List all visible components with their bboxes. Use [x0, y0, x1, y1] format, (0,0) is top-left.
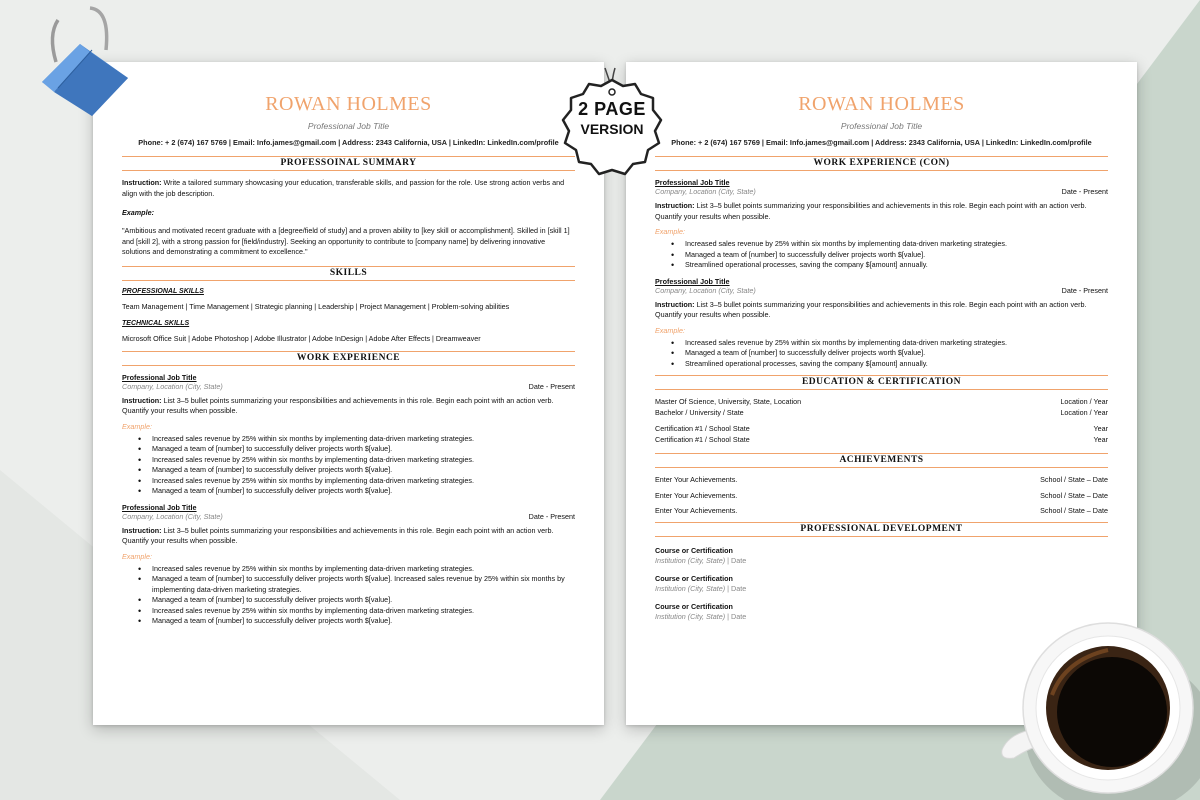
education-row: [655, 397, 1108, 408]
example-label: Example:: [122, 551, 152, 561]
resume-job-title: Professional Job Title: [840, 121, 923, 131]
achievement-row-right: School / State – Date: [1040, 475, 1108, 484]
job-meta-row: [122, 382, 575, 391]
achievement-row-left: Enter Your Achievements.: [655, 475, 738, 484]
bullet-item: • Managed a team of [number] to successfully deliver projects worth $[value].: [152, 444, 575, 455]
work-heading: WORK EXPERIENCE: [122, 351, 575, 366]
certification-row-right: Year: [1093, 434, 1108, 444]
technical-skills-label: TECHNICAL SKILLS: [122, 319, 190, 327]
contact-line: Phone: + 2 (674) 167 5769 | Email: Info.james@gmail.com | Address: 2343 California, USA | LinkedIn: LinkedIn.com/profile: [671, 138, 1092, 147]
coffee-cup-icon: [990, 610, 1200, 800]
company-location: Company, Location (City, State): [655, 285, 756, 295]
achievement-row: [655, 491, 1108, 502]
achievement-row: [655, 506, 1108, 517]
bullet-list: [685, 338, 1108, 370]
certification-list: [655, 424, 1108, 445]
bullet-item: • Managed a team of [number] to successfully deliver projects worth $[value].: [685, 348, 1108, 359]
work-con-heading: WORK EXPERIENCE (CON): [655, 156, 1108, 171]
education-row-left: Bachelor / University / State: [655, 407, 744, 417]
education-heading: EDUCATION & CERTIFICATION: [655, 375, 1108, 390]
education-row-left: Master Of Science, University, State, Location: [655, 397, 802, 406]
technical-skills: Microsoft Office Suit | Adobe Photoshop | Adobe Illustrator | Adobe InDesign | Adobe After Effects | Dreamweaver: [122, 333, 481, 343]
skills-heading: SKILLS: [122, 266, 575, 281]
certification-row: [655, 435, 1108, 446]
job-entry: [122, 503, 575, 627]
bullet-item: • Increased sales revenue by 25% within six months by implementing data-driven marketing strategies.: [152, 434, 575, 445]
job-date: Date - Present: [528, 511, 575, 521]
achievement-row-left: Enter Your Achievements.: [655, 490, 738, 500]
bullet-item: • Increased sales revenue by 25% within six months by implementing data-driven marketing strategies.: [685, 338, 1108, 349]
education-row: [655, 408, 1108, 419]
instruction-label: Instruction:: [122, 395, 162, 405]
job-instruction: [122, 396, 575, 417]
separator: |: [725, 583, 732, 593]
course-institution: [655, 584, 1108, 594]
job-entry: [655, 178, 1108, 271]
bullet-item: • Increased sales revenue by 25% within six months by implementing data-driven marketing strategies.: [152, 476, 575, 487]
instruction-label: Instruction:: [122, 525, 162, 535]
achievement-row-right: School / State – Date: [1040, 490, 1108, 500]
course-date: Date: [731, 611, 747, 621]
professional-skills: Team Management | Time Management | Strategic planning | Leadership | Project Management | Problem-solving abilities: [122, 301, 510, 311]
bullet-item: • Managed a team of [number] to successfully deliver projects worth $[value].: [152, 616, 575, 627]
resume-page-1: [93, 62, 604, 725]
instruction-label: Instruction:: [655, 201, 695, 210]
company-location: Company, Location (City, State): [122, 381, 223, 391]
job-date: Date - Present: [1061, 187, 1108, 196]
job-meta-row: [655, 286, 1108, 295]
job-title: Professional Job Title: [655, 178, 730, 187]
resume-name: ROWAN HOLMES: [265, 93, 432, 115]
course-date: Date: [731, 555, 747, 565]
summary-heading: PROFESSOINAL SUMMARY: [122, 156, 575, 171]
badge-line-1: 2 PAGE: [578, 99, 646, 119]
job-title: Professional Job Title: [122, 372, 197, 382]
development-heading: PROFESSIONAL DEVELOPMENT: [655, 522, 1108, 537]
education-row-right: Location / Year: [1060, 407, 1108, 417]
job-date: Date - Present: [528, 381, 575, 391]
separator: |: [725, 555, 732, 565]
bullet-item: • Streamlined operational processes, saving the company $[amount] annually.: [685, 359, 1108, 370]
example-label: Example:: [655, 325, 685, 335]
job-title: Professional Job Title: [122, 502, 197, 512]
achievement-row-left: Enter Your Achievements.: [655, 506, 738, 515]
company-location: Company, Location (City, State): [122, 511, 223, 521]
bullet-item: • Managed a team of [number] to successfully deliver projects worth $[value]. Increased sales revenue by 25% within six months by implementing data-driven marketing strategies.: [152, 574, 575, 595]
job-meta-row: [122, 512, 575, 521]
bullet-list: [152, 564, 575, 627]
bullet-item: • Increased sales revenue by 25% within six months by implementing data-driven marketing strategies.: [152, 564, 575, 575]
development-item: [655, 546, 1108, 566]
course-date: Date: [731, 583, 747, 593]
instruction-text: List 3–5 bullet points summarizing your responsibilities and achievements in this role. Begin each point with an action verb. Quantify your results when possible.: [122, 395, 554, 415]
work-list: [655, 178, 1108, 369]
summary-example-label: Example:: [122, 208, 154, 217]
job-entry: [655, 277, 1108, 370]
job-title: Professional Job Title: [655, 276, 730, 286]
bullet-item: • Managed a team of [number] to successfully deliver projects worth $[value].: [152, 486, 575, 497]
instruction-text: List 3–5 bullet points summarizing your responsibilities and achievements in this role. Begin each point with an action verb. Quantify your results when possible.: [655, 201, 1087, 221]
bullet-item: • Managed a team of [number] to successfully deliver projects worth $[value].: [152, 595, 575, 606]
job-date: Date - Present: [1061, 285, 1108, 295]
contact-line: Phone: + 2 (674) 167 5769 | Email: Info.james@gmail.com | Address: 2343 California, USA | LinkedIn: LinkedIn.com/profile: [138, 138, 559, 147]
institution-name: Institution (City, State): [655, 583, 726, 593]
summary-instruction: Instruction: Write a tailored summary showcasing your education, transferable skills, and passion for the role. Use strong action verbs and align with the job description.: [122, 178, 565, 198]
bullet-item: • Managed a team of [number] to successfully deliver projects worth $[value].: [152, 465, 575, 476]
company-location: Company, Location (City, State): [655, 187, 756, 196]
bullet-item: • Increased sales revenue by 25% within six months by implementing data-driven marketing strategies.: [152, 606, 575, 617]
course-title: Course or Certification: [655, 601, 733, 611]
separator: |: [725, 611, 732, 621]
achievement-row-right: School / State – Date: [1040, 506, 1108, 515]
development-item: [655, 574, 1108, 594]
achievements-list: [655, 475, 1108, 517]
instruction-label: Instruction:: [655, 299, 695, 309]
example-label: Example:: [655, 227, 685, 236]
bullet-item: • Managed a team of [number] to successfully deliver projects worth $[value].: [685, 250, 1108, 261]
bullet-list: [685, 239, 1108, 271]
job-instruction: [122, 526, 575, 547]
education-row-right: Location / Year: [1060, 397, 1108, 406]
certification-row-left: Certification #1 / School State: [655, 434, 750, 444]
institution-name: Institution (City, State): [655, 611, 726, 621]
bullet-list: [152, 434, 575, 497]
course-title: Course or Certification: [655, 573, 733, 583]
badge-line-2: VERSION: [580, 121, 644, 137]
bullet-item: • Increased sales revenue by 25% within six months by implementing data-driven marketing strategies.: [685, 239, 1108, 250]
resume-name: ROWAN HOLMES: [798, 93, 965, 115]
course-institution: [655, 556, 1108, 566]
resume-job-title: Professional Job Title: [307, 121, 390, 131]
certification-row-right: Year: [1093, 424, 1108, 433]
job-entry: [122, 373, 575, 497]
job-instruction: [655, 201, 1108, 222]
instruction-text: List 3–5 bullet points summarizing your responsibilities and achievements in this role. Begin each point with an action verb. Quantify your results when possible.: [655, 299, 1087, 319]
institution-name: Institution (City, State): [655, 555, 726, 565]
bullet-item: • Increased sales revenue by 25% within six months by implementing data-driven marketing strategies.: [152, 455, 575, 466]
professional-skills-label: PROFESSIONAL SKILLS: [122, 287, 204, 295]
certification-row: [655, 424, 1108, 435]
education-list: [655, 397, 1108, 418]
achievements-heading: ACHIEVEMENTS: [655, 453, 1108, 468]
summary-example: "Ambitious and motivated recent graduate with a [degree/field of study] and a proven ability to [key skill or accomplishment]. Skilled in [skill 1] and [skill 2], with a strong passion for [field/industry]. Seeking an opportunity to contribute to [company name] by delivering innovative solutions and demonstrating a commitment to excellence.": [122, 226, 570, 256]
bullet-item: • Streamlined operational processes, saving the company $[amount] annually.: [685, 260, 1108, 271]
job-meta-row: [655, 187, 1108, 196]
course-title: Course or Certification: [655, 545, 733, 555]
example-label: Example:: [122, 421, 152, 431]
work-list: [122, 373, 575, 627]
job-instruction: [655, 300, 1108, 321]
achievement-row: [655, 475, 1108, 486]
binder-clip-icon: [28, 0, 148, 120]
certification-row-left: Certification #1 / School State: [655, 424, 750, 433]
instruction-text: List 3–5 bullet points summarizing your responsibilities and achievements in this role. Begin each point with an action verb. Quantify your results when possible.: [122, 525, 554, 545]
